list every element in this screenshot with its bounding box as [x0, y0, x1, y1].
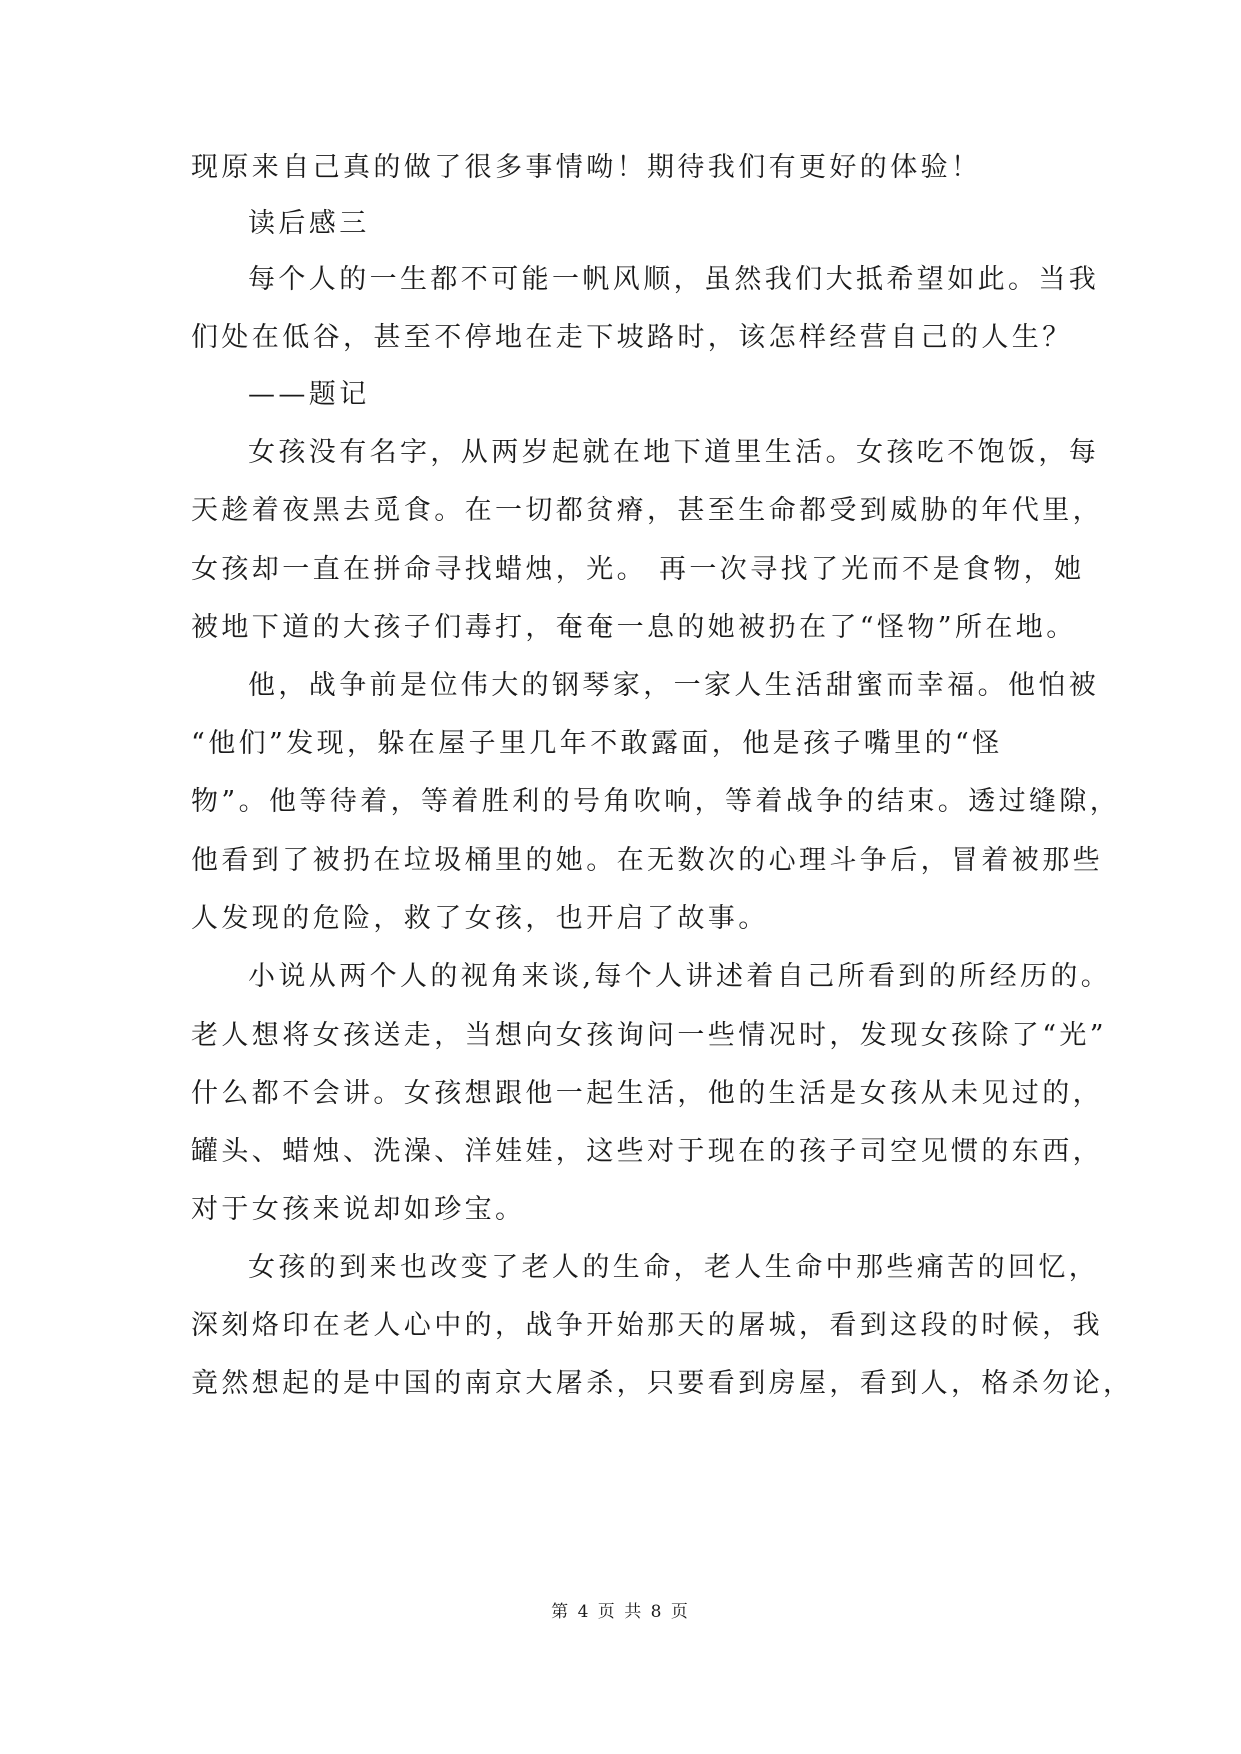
text-line: 每个人的一生都不可能一帆风顺，虽然我们大抵希望如此。当我	[248, 264, 1100, 295]
text-line: 小说从两个人的视角来谈,每个人讲述着自己所看到的所经历的。	[248, 961, 1112, 992]
text-line: 现原来自己真的做了很多事情呦！期待我们有更好的体验！	[191, 152, 982, 183]
page-number-footer: 第 4 页 共 8 页	[551, 1602, 690, 1622]
epigraph-attribution: ——题记	[248, 379, 370, 410]
section-heading: 读后感三	[248, 208, 370, 239]
text-line: 物”。他等待着，等着胜利的号角吹响，等着战争的结束。透过缝隙，	[191, 786, 1121, 817]
text-line: 对于女孩来说却如珍宝。	[191, 1194, 526, 1225]
text-line: 人发现的危险，救了女孩，也开启了故事。	[191, 903, 769, 934]
text-line: 被地下道的大孩子们毒打，奄奄一息的她被扔在了“怪物”所在地。	[191, 612, 1077, 643]
text-line: 女孩却一直在拼命寻找蜡烛，光。 再一次寻找了光而不是食物，她	[191, 554, 1085, 585]
text-line: 什么都不会讲。女孩想跟他一起生活，他的生活是女孩从未见过的，	[191, 1078, 1103, 1109]
text-line: 深刻烙印在老人心中的，战争开始那天的屠城，看到这段的时候，我	[191, 1310, 1103, 1341]
text-line: 女孩没有名字，从两岁起就在地下道里生活。女孩吃不饱饭，每	[248, 437, 1100, 468]
text-line: 他，战争前是位伟大的钢琴家，一家人生活甜蜜而幸福。他怕被	[248, 670, 1100, 701]
text-line: 老人想将女孩送走，当想向女孩询问一些情况时，发现女孩除了“光”	[191, 1020, 1108, 1051]
text-line: 他看到了被扔在垃圾桶里的她。在无数次的心理斗争后，冒着被那些	[191, 845, 1103, 876]
text-line: 们处在低谷，甚至不停地在走下坡路时，该怎样经营自己的人生？	[191, 322, 1073, 353]
text-line: 女孩的到来也改变了老人的生命，老人生命中那些痛苦的回忆，	[248, 1252, 1100, 1283]
text-line: “他们”发现，躲在屋子里几年不敢露面，他是孩子嘴里的“怪	[191, 728, 1003, 759]
text-line: 罐头、蜡烛、洗澡、洋娃娃，这些对于现在的孩子司空见惯的东西，	[191, 1136, 1103, 1167]
text-line: 竟然想起的是中国的南京大屠杀，只要看到房屋，看到人，格杀勿论，	[191, 1368, 1134, 1399]
text-line: 天趁着夜黑去觅食。在一切都贫瘠，甚至生命都受到威胁的年代里，	[191, 495, 1103, 526]
